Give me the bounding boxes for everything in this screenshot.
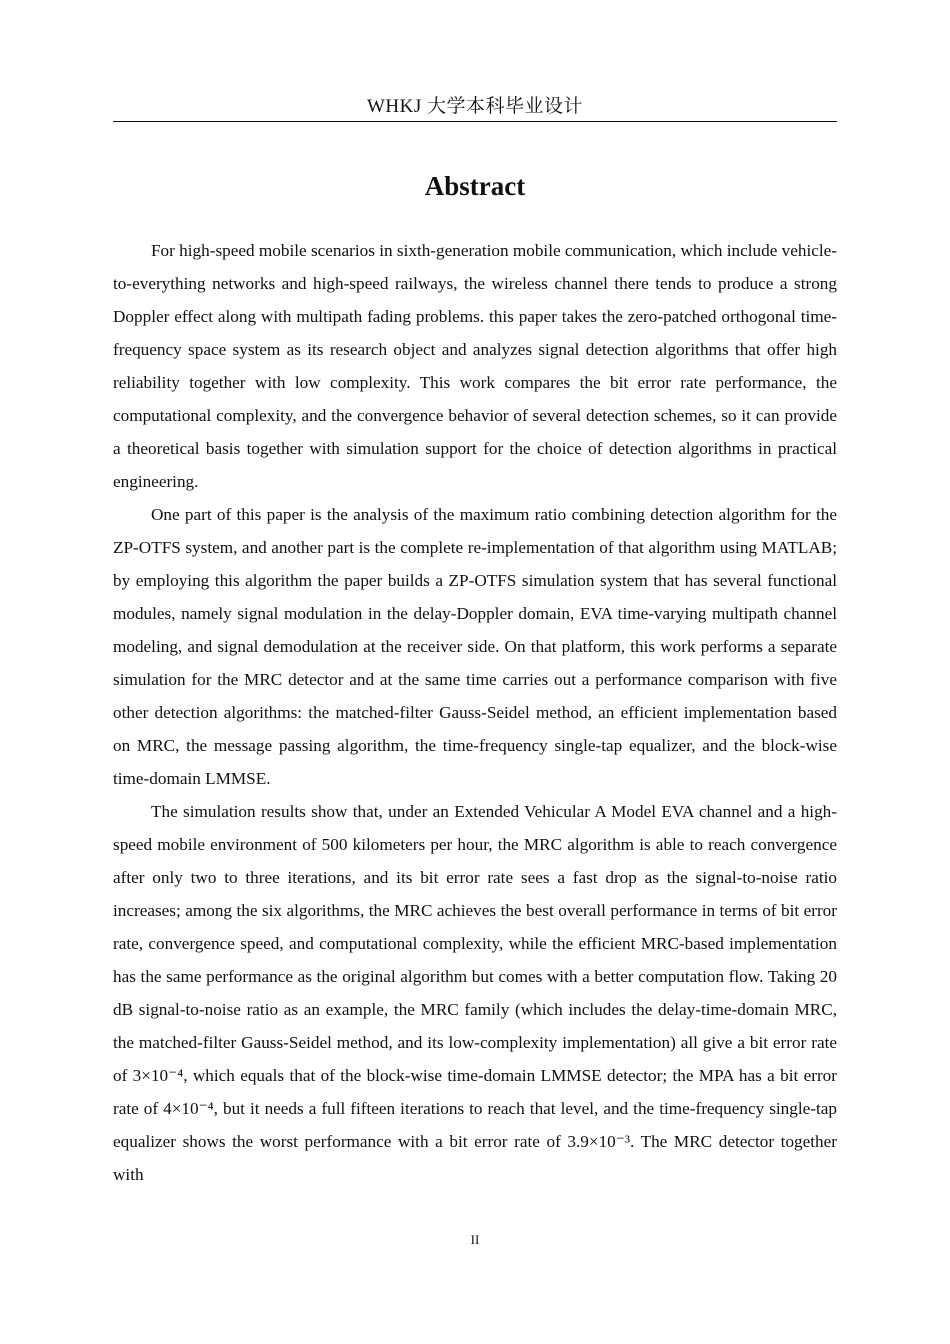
header-divider bbox=[113, 121, 837, 122]
abstract-heading: Abstract bbox=[424, 171, 526, 201]
abstract-paragraph-2: One part of this paper is the analysis of the maximum ratio combining detection algorithm for the ZP-OTFS system, and another part is the complete re-implementation of that algorithm using MATLAB; by employing this algorithm the paper builds a ZP-OTFS simulation system that has several functional modules, namely signal modulation in the delay-Doppler domain, EVA time-varying multipath channel modeling, and signal demodulation at the receiver side. On that platform, this work performs a separate simulation for the MRC detector and at the same time carries out a performance comparison with five other detection algorithms: the matched-filter Gauss-Seidel method, an efficient implementation based on MRC, the message passing algorithm, the time-frequency single-tap equalizer, and the block-wise time-domain LMMSE. bbox=[113, 505, 837, 788]
abstract-body bbox=[113, 234, 837, 1191]
running-header: WHKJ 大学本科毕业设计 bbox=[366, 96, 584, 117]
abstract-paragraph-1: For high-speed mobile scenarios in sixth-generation mobile communication, which include vehicle-to-everything networks and high-speed railways, the wireless channel there tends to produce a strong Doppler effect along with multipath fading problems. this paper takes the zero-patched orthogonal time-frequency space system as its research object and analyzes signal detection algorithms that offer high reliability together with low complexity. This work compares the bit error rate performance, the computational complexity, and the convergence behavior of several detection schemes, so it can provide a theoretical basis together with simulation support for the choice of detection algorithms in practical engineering. bbox=[113, 241, 837, 491]
page-number: II bbox=[470, 1232, 480, 1247]
abstract-paragraph-3: The simulation results show that, under an Extended Vehicular A Model EVA channel and a high-speed mobile environment of 500 kilometers per hour, the MRC algorithm is able to reach convergence after only two to three iterations, and its bit error rate sees a fast drop as the signal-to-noise ratio increases; among the six algorithms, the MRC achieves the best overall performance in terms of bit error rate, convergence speed, and computational complexity, while the efficient MRC-based implementation has the same performance as the original algorithm but comes with a better computation flow. Taking 20 dB signal-to-noise ratio as an example, the MRC family (which includes the delay-time-domain MRC, the matched-filter Gauss-Seidel method, and its low-complexity implementation) all give a bit error rate of 3×10⁻⁴, which equals that of the block-wise time-domain LMMSE detector; the MPA has a bit error rate of 4×10⁻⁴, but it needs a full fifteen iterations to reach that level, and the time-frequency single-tap equalizer shows the worst performance with a bit error rate of 3.9×10⁻³. The MRC detector together with bbox=[113, 802, 837, 1184]
